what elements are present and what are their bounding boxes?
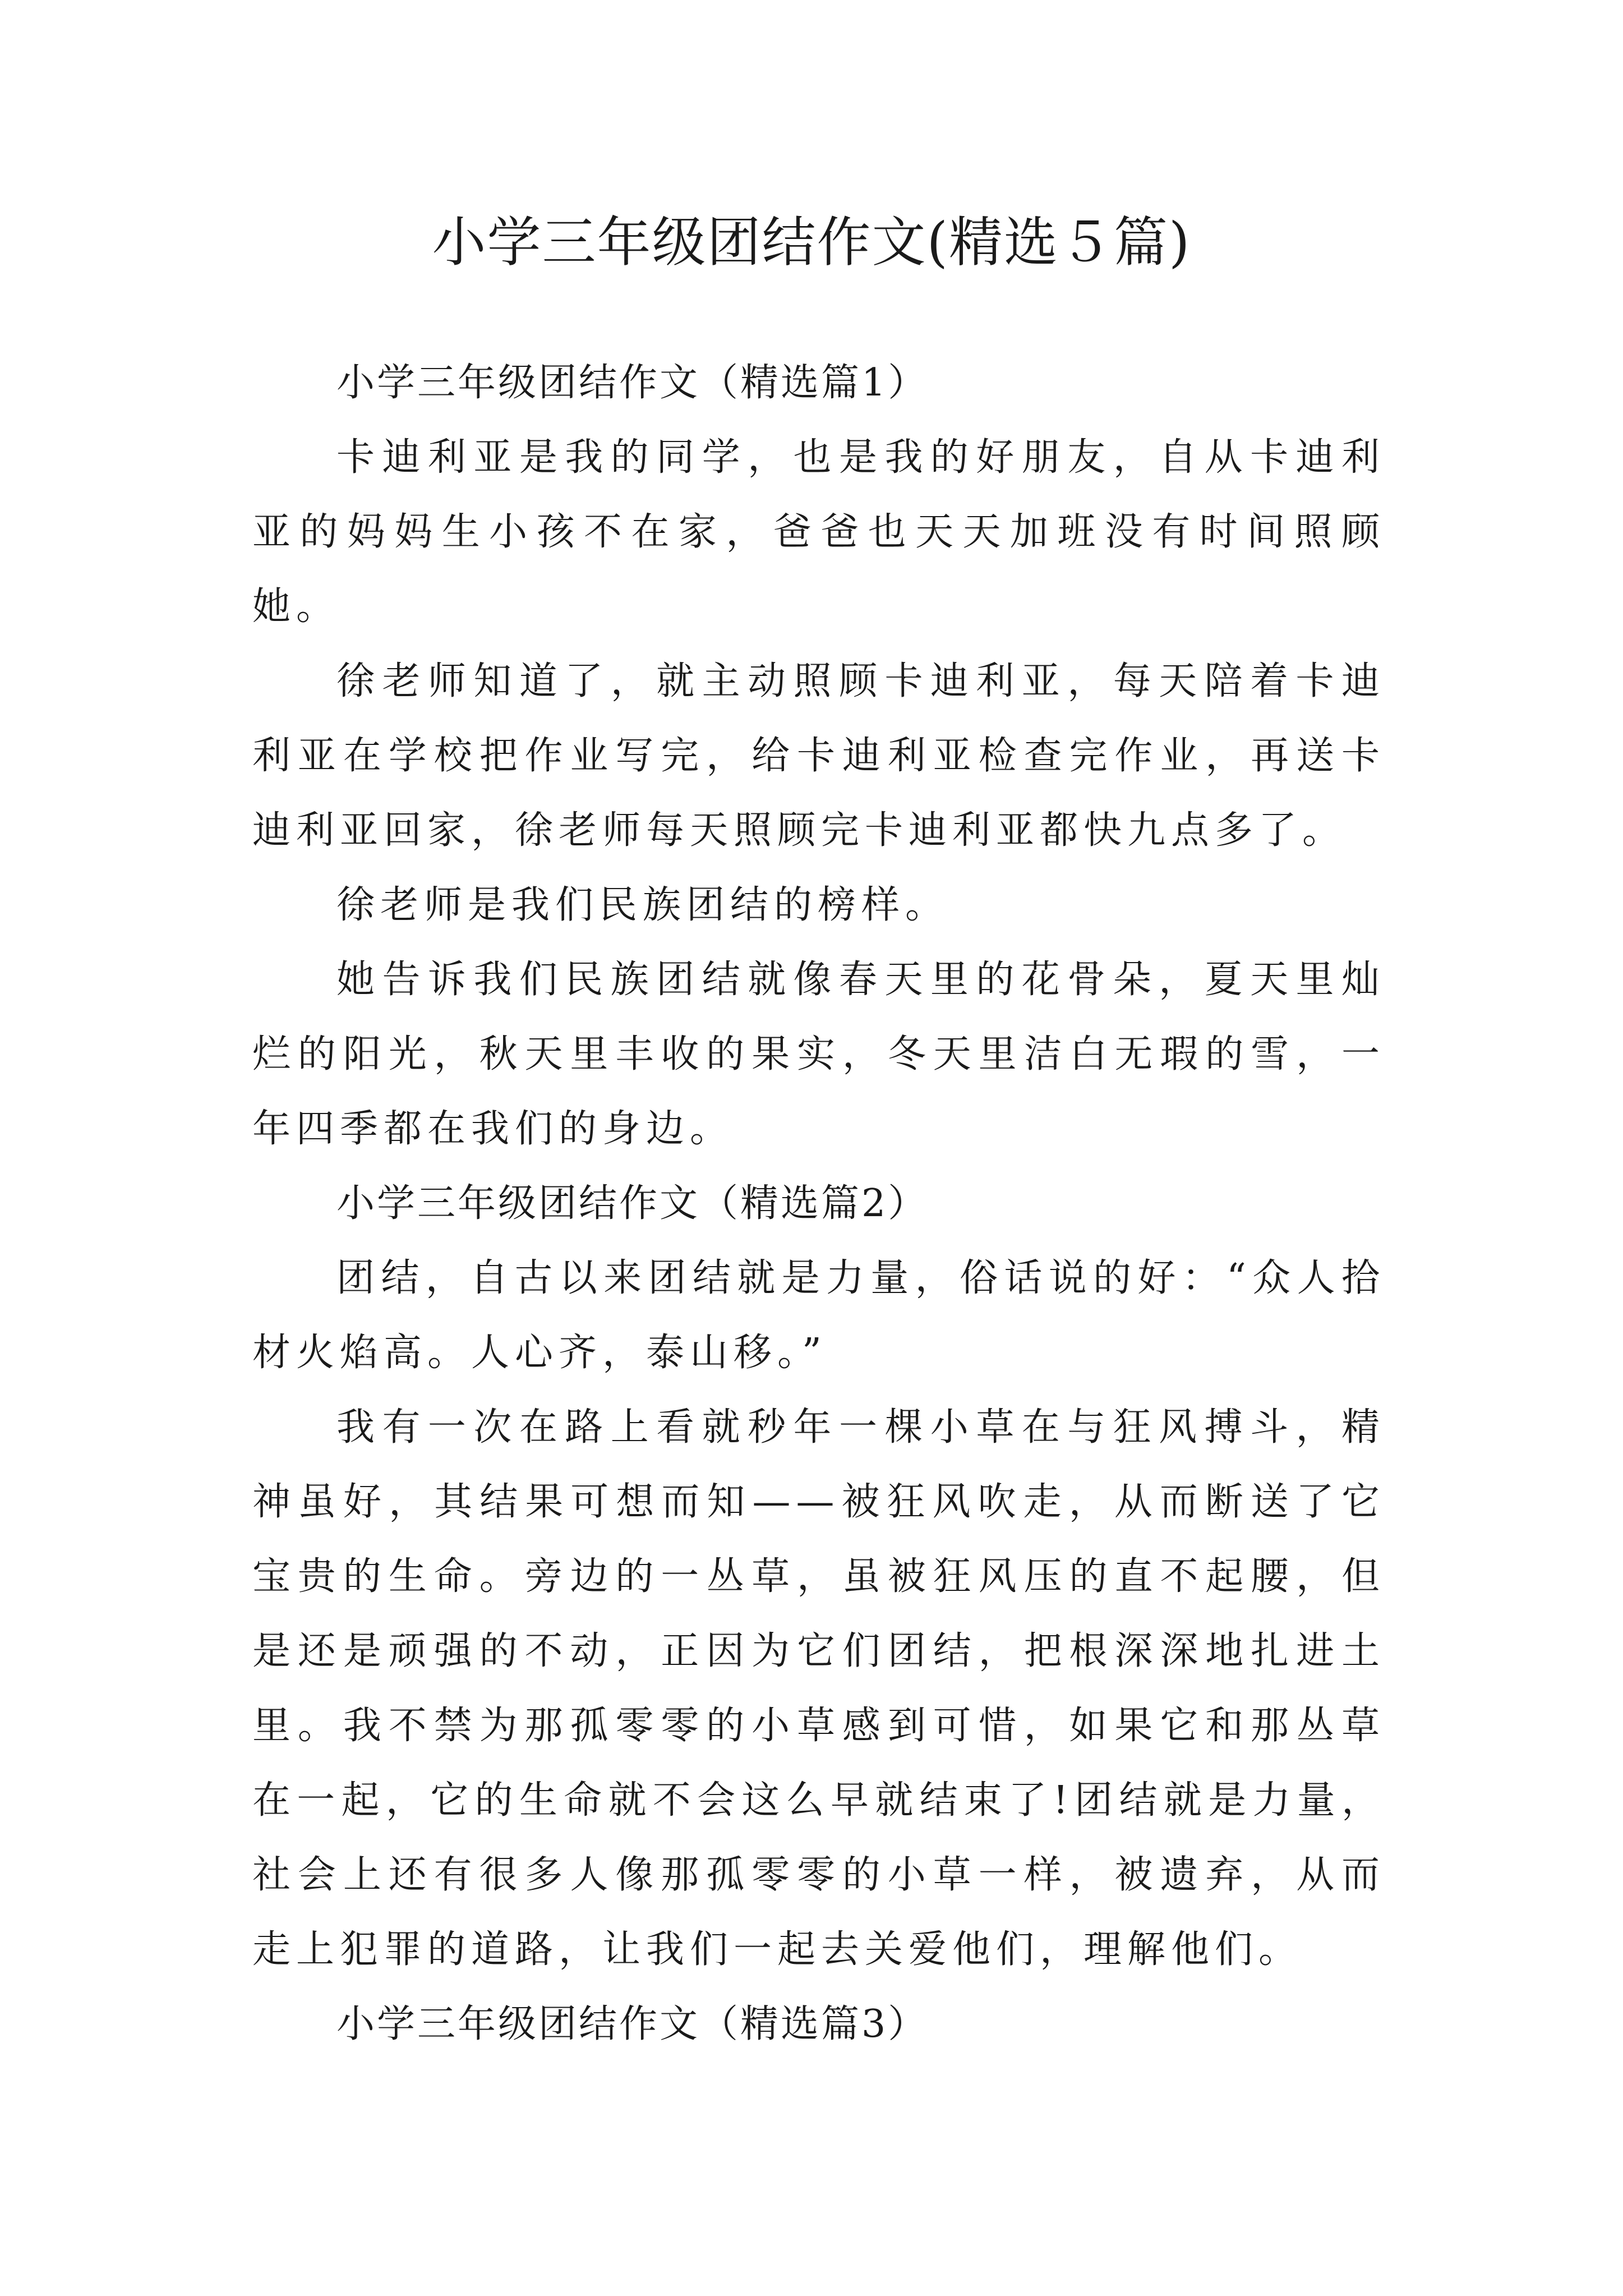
paragraph: 徐老师是我们民族团结的榜样。 — [336, 883, 949, 927]
section-heading-1: 小学三年级团结作文（精选篇1） — [336, 361, 929, 405]
section-heading-3: 小学三年级团结作文（精选篇3） — [336, 2002, 929, 2046]
paragraph: 徐老师知道了，就主动照顾卡迪利亚，每天陪着卡迪利亚在学校把作业写完，给卡迪利亚检查完作业，再送卡迪利亚回家，徐老师每天照顾完卡迪利亚都快九点多了。 — [252, 659, 1385, 853]
paragraph: 我有一次在路上看就秒年一棵小草在与狂风搏斗，精神虽好，其结果可想而知——被狂风吹走，从而断送了它宝贵的生命。旁边的一丛草，虽被狂风压的直不起腰，但是还是顽强的不动，正因为它们团结，把根深深地扎进土里。我不禁为那孤零零的小草感到可惜，如果它和那丛草在一起，它的生命就不会这么早就结束了!团结就是力量，社会上还有很多人像那孤零零的小草一样，被遗弃，从而走上犯罪的道路，让我们一起去关爱他们，理解他们。 — [252, 1405, 1385, 1972]
document-title: 小学三年级团结作文(精选５篇) — [432, 211, 1191, 274]
document-body — [252, 346, 1385, 2062]
section-heading-2: 小学三年级团结作文（精选篇2） — [336, 1181, 929, 1226]
paragraph: 她告诉我们民族团结就像春天里的花骨朵，夏天里灿烂的阳光，秋天里丰收的果实，冬天里洁白无瑕的雪，一年四季都在我们的身边。 — [252, 958, 1385, 1151]
paragraph: 团结，自古以来团结就是力量，俗话说的好：“众人拾材火焰高。人心齐，泰山移。” — [252, 1256, 1385, 1375]
paragraph: 卡迪利亚是我的同学，也是我的好朋友，自从卡迪利亚的妈妈生小孩不在家，爸爸也天天加班没有时间照顾她。 — [252, 435, 1385, 629]
